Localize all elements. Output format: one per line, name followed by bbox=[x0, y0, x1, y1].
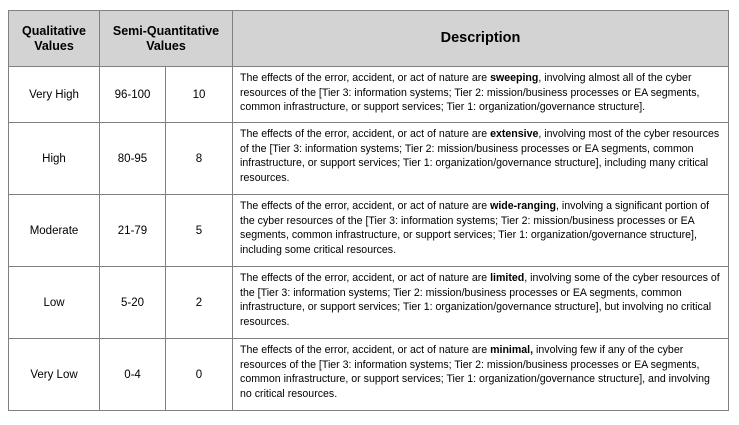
semi-quantitative-values-header: Semi-Quantitative Values bbox=[100, 11, 233, 67]
description-text: The effects of the error, accident, or act of nature are bbox=[240, 344, 491, 356]
semi-quantitative-range: 80-95 bbox=[100, 123, 166, 195]
description-cell bbox=[233, 123, 729, 195]
description-text: , involving some of the cyber resources of the [Tier 3: information systems; Tier 2: mission/business processes or EA segments, common infrastructure, or support services; Tier 1: organization/governance structure], but involving no critical resources. bbox=[240, 272, 720, 328]
semi-quantitative-score: 5 bbox=[166, 195, 233, 267]
description-text: , involving most of the cyber resources of the [Tier 3: information systems; Tier 2: mission/business processes or EA segments, common infrastructure, or support services; Tier 1: organization/governance structure], including many critical resources. bbox=[240, 128, 720, 184]
description-keyword: minimal, bbox=[490, 344, 534, 356]
description-cell bbox=[233, 195, 729, 267]
semi-quantitative-range: 0-4 bbox=[100, 339, 166, 411]
qualitative-value: Moderate bbox=[9, 195, 100, 267]
semi-quantitative-score: 0 bbox=[166, 339, 233, 411]
description-text: The effects of the error, accident, or act of nature are bbox=[240, 128, 491, 140]
description-keyword: sweeping bbox=[490, 72, 539, 84]
description-text: , involving almost all of the cyber resources of the [Tier 3: information systems; Tier 2: mission/business processes or EA segments, common infrastructure, or support services; Tier 1: organization/governance structure]. bbox=[240, 72, 700, 113]
table-row bbox=[9, 267, 729, 339]
semi-quantitative-range: 5-20 bbox=[100, 267, 166, 339]
description-keyword: wide-ranging bbox=[490, 200, 557, 212]
table-row bbox=[9, 339, 729, 411]
description-cell bbox=[233, 339, 729, 411]
description-cell bbox=[233, 67, 729, 123]
semi-quantitative-range: 21-79 bbox=[100, 195, 166, 267]
qualitative-value: Low bbox=[9, 267, 100, 339]
table-row bbox=[9, 195, 729, 267]
qualitative-value: Very High bbox=[9, 67, 100, 123]
qualitative-value: Very Low bbox=[9, 339, 100, 411]
semi-quantitative-score: 8 bbox=[166, 123, 233, 195]
description-header: Description bbox=[233, 11, 729, 67]
semi-quantitative-score: 2 bbox=[166, 267, 233, 339]
description-text: involving few if any of the cyber resources of the [Tier 3: information systems; Tier 2: mission/business processes or EA segments, common infrastructure, or support services; Tier 1: organization/governance structure], and involving no critical resources. bbox=[240, 344, 710, 400]
qualitative-values-header: Qualitative Values bbox=[9, 11, 100, 67]
description-text: The effects of the error, accident, or act of nature are bbox=[240, 272, 491, 284]
description-text: The effects of the error, accident, or act of nature are bbox=[240, 72, 491, 84]
table-header-row bbox=[9, 11, 729, 67]
qualitative-value: High bbox=[9, 123, 100, 195]
description-text: The effects of the error, accident, or act of nature are bbox=[240, 200, 491, 212]
table-row bbox=[9, 67, 729, 123]
description-keyword: limited bbox=[490, 272, 525, 284]
description-keyword: extensive bbox=[490, 128, 539, 140]
table-row bbox=[9, 123, 729, 195]
impact-scale-table bbox=[8, 10, 729, 411]
description-text: , involving a significant portion of the cyber resources of the [Tier 3: information systems; Tier 2: mission/business processes or EA segments, common infrastructure, or support services; Tier 1: organization/governance structure], including some critical resources. bbox=[240, 200, 710, 256]
semi-quantitative-range: 96-100 bbox=[100, 67, 166, 123]
semi-quantitative-score: 10 bbox=[166, 67, 233, 123]
description-cell bbox=[233, 267, 729, 339]
